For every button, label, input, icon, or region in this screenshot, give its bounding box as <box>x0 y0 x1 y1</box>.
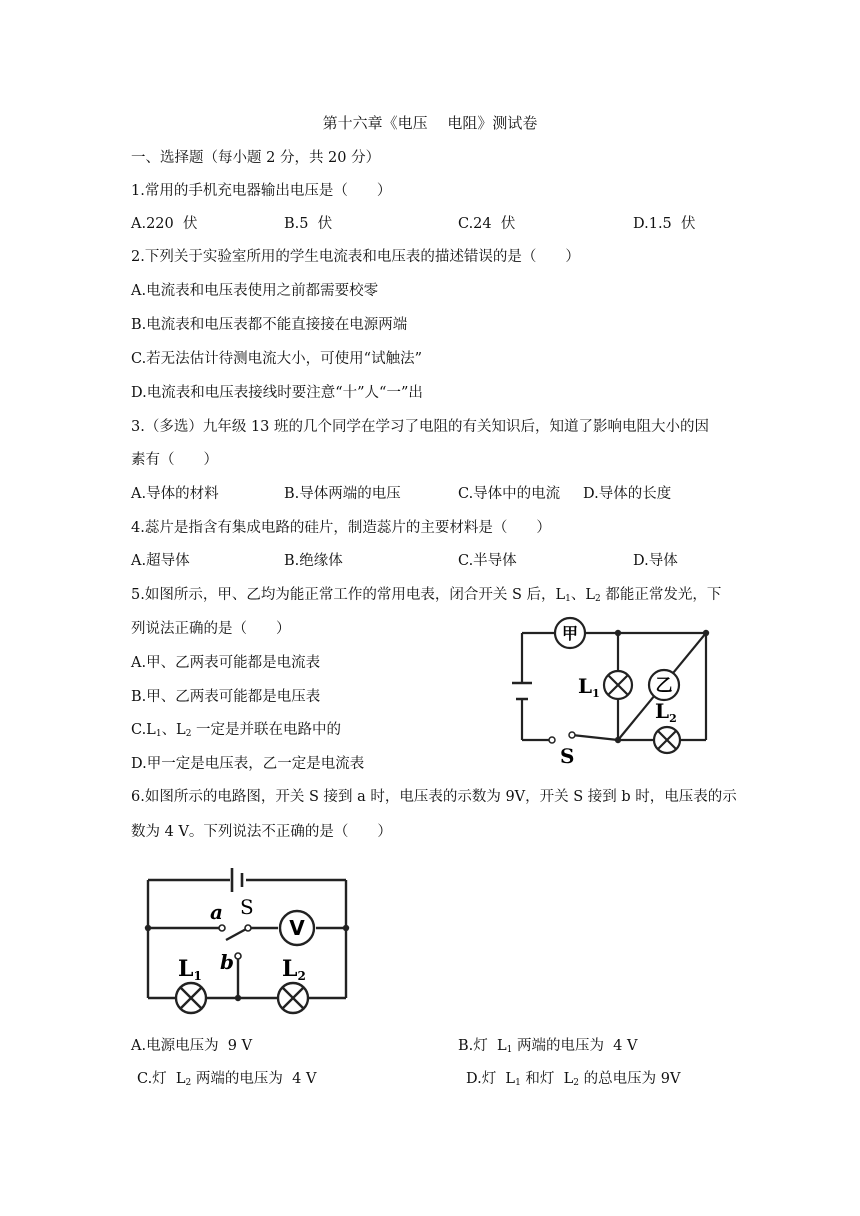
lamp-l1-label: $L_1$ <box>578 674 600 700</box>
q3-option-b: B.导体两端的电压 <box>284 486 401 502</box>
q1-option-d: D.1.5 伏 <box>633 216 696 232</box>
q4-option-c: C.半导体 <box>458 553 517 569</box>
q1-option-c: C.24 伏 <box>458 216 516 232</box>
lamp-l2-label: L2 <box>282 956 306 983</box>
q3-stem-line2: 素有（ ） <box>131 452 218 468</box>
q4-option-a: A.超导体 <box>131 553 190 569</box>
page-title: 第十六章《电压 电阻》测试卷 <box>322 114 538 132</box>
q2-option-b: B.电流表和电压表都不能直接接在电源两端 <box>131 317 408 333</box>
q3-option-a: A.导体的材料 <box>131 486 219 502</box>
switch-s-label: S <box>240 895 254 919</box>
q2-option-a: A.电流表和电压表使用之前都需要校零 <box>131 283 379 299</box>
q5-circuit-diagram <box>510 615 720 770</box>
q2-option-d: D.电流表和电压表接线时要注意“十”人“一”出 <box>131 385 423 401</box>
q2-option-c: C.若无法估计待测电流大小，可使用“试触法” <box>131 351 423 367</box>
section-heading: 一、选择题（每小题 2 分，共 20 分） <box>131 150 381 166</box>
q5-stem-line1: 5.如图所示，甲、乙均为能正常工作的常用电表，闭合开关 S 后，$L_1$、$L_2$ 都能正常发光，下 <box>131 587 722 604</box>
terminal-a-label: a <box>210 900 223 924</box>
q4-stem: 4.蕊片是指含有集成电路的硅片，制造蕊片的主要材料是（ ） <box>131 520 551 536</box>
meter-jia-label: 甲 <box>561 624 579 643</box>
q6-circuit-diagram <box>140 862 360 1022</box>
q6-stem-line2: 数为 4 V。下列说法不正确的是（ ） <box>131 824 392 840</box>
q5-option-b: B.甲、乙两表可能都是电压表 <box>131 689 321 705</box>
q4-option-d: D.导体 <box>633 553 678 569</box>
q3-option-c: C.导体中的电流 <box>458 486 561 502</box>
q4-option-b: B.绝缘体 <box>284 553 343 569</box>
q6-option-c: C.灯 $L_2$ 两端的电压为 4 V <box>137 1071 317 1088</box>
meter-yi-label: 乙 <box>655 676 673 696</box>
q5-option-c: $C.L_1$、$L_2$ 一定是并联在电路中的 <box>131 722 342 739</box>
q2-stem: 2.下列关于实验室所用的学生电流表和电压表的描述错误的是（ ） <box>131 249 580 265</box>
q6-option-b: B.灯 $L_1$ 两端的电压为 4 V <box>458 1038 638 1055</box>
lamp-l1-label: L1 <box>178 956 202 983</box>
q1-option-b: B.5 伏 <box>284 216 333 232</box>
q6-option-a: A.电源电压为 9 V <box>131 1038 253 1054</box>
q5-option-d: D.甲一定是电压表，乙一定是电流表 <box>131 756 365 772</box>
q1-option-a: A.220 伏 <box>131 216 198 232</box>
voltmeter-label: V <box>289 916 305 940</box>
terminal-b-label: b <box>220 950 234 974</box>
lamp-l2-label: $L_2$ <box>655 699 677 725</box>
q1-stem: 1.常用的手机充电器输出电压是（ ） <box>131 183 392 199</box>
switch-s-label: S <box>560 744 575 768</box>
q5-option-a: A.甲、乙两表可能都是电流表 <box>131 655 321 671</box>
q6-option-d: D.灯 $L_1$ 和灯 $L_2$ 的总电压为 9V <box>466 1071 681 1088</box>
q6-stem-line1: 6.如图所示的电路图，开关 S 接到 a 时，电压表的示数为 9V，开关 S 接到 b 时，电压表的示 <box>131 789 737 805</box>
q5-stem-line2: 列说法正确的是（ ） <box>131 621 291 637</box>
q3-stem-line1: 3.（多选）九年级 13 班的几个同学在学习了电阻的有关知识后，知道了影响电阻大小的因 <box>131 419 709 435</box>
q3-option-d: D.导体的长度 <box>583 486 672 502</box>
